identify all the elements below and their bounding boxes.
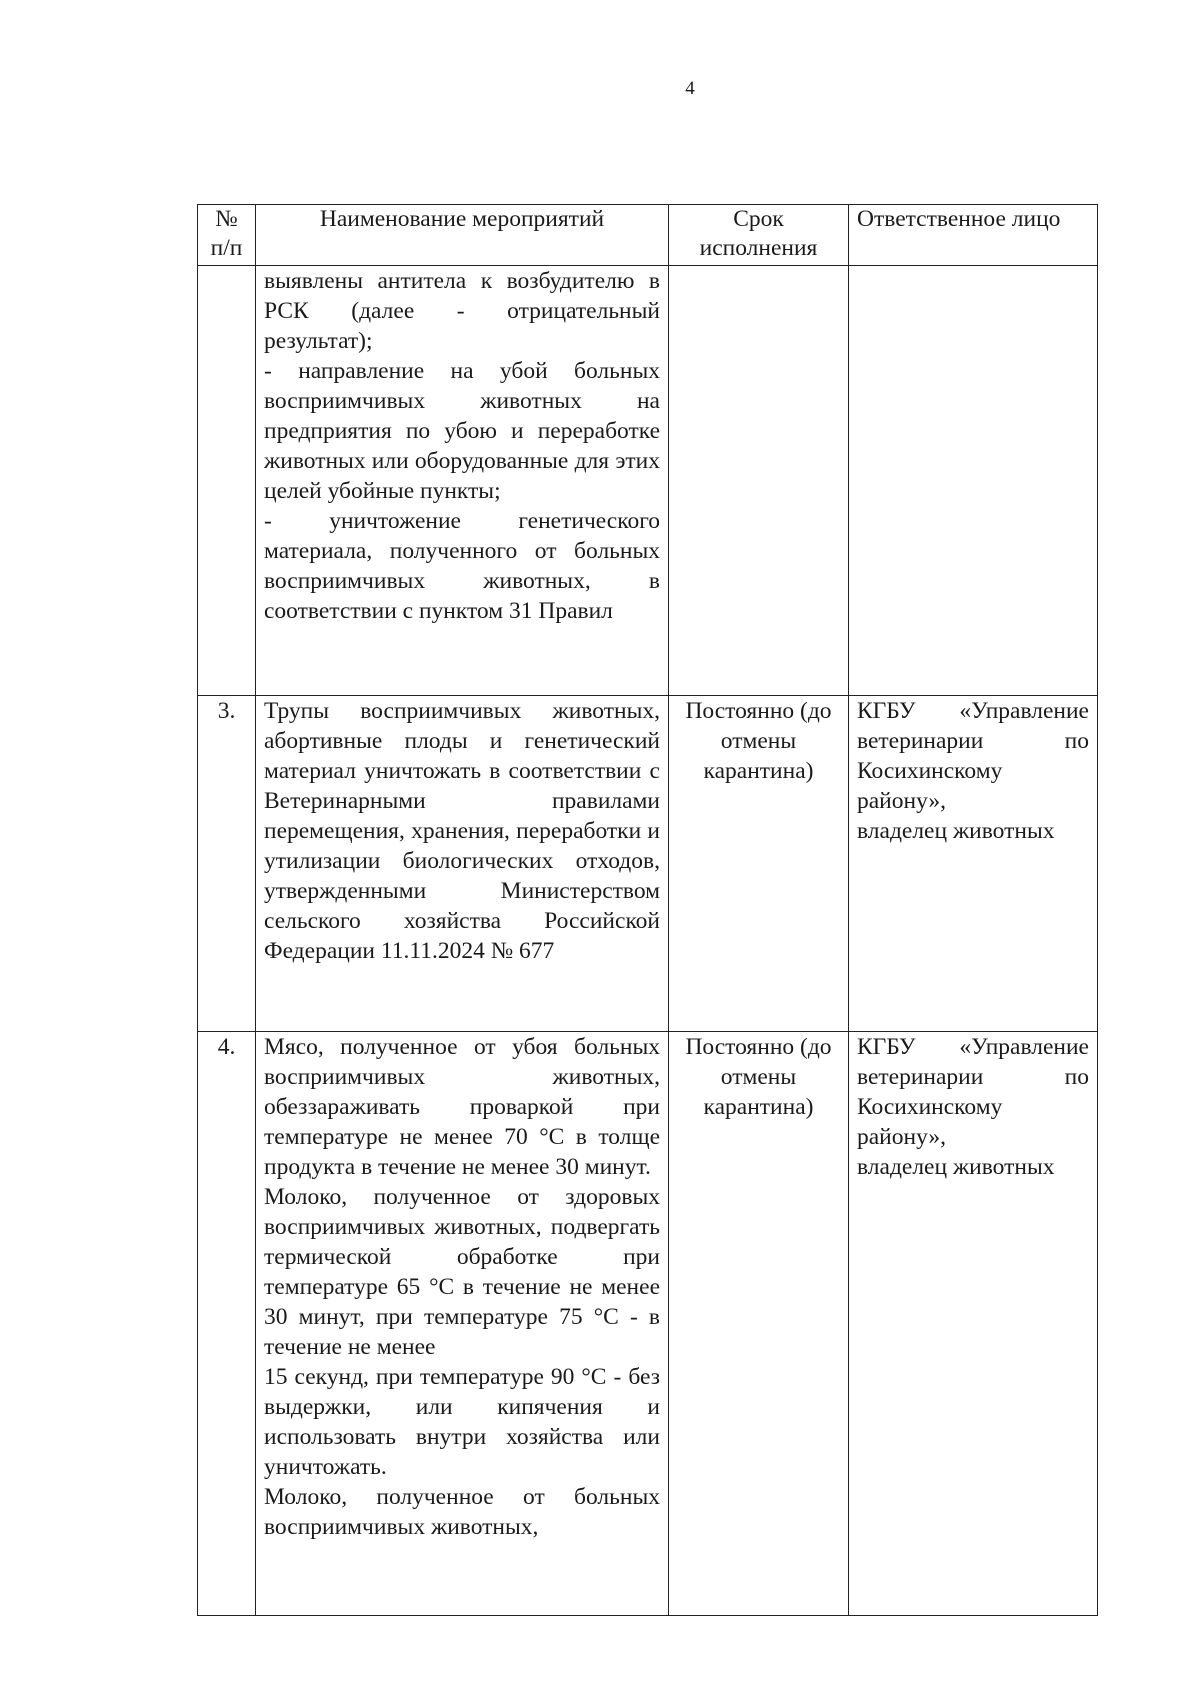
row-num: 3. bbox=[198, 696, 256, 1032]
header-term: Срок исполнения bbox=[669, 205, 849, 266]
measures-table bbox=[197, 204, 1098, 1616]
row-responsible-org: КГБУ «Управление ветеринарии по Косихинскому району», bbox=[857, 1034, 1089, 1150]
row-num bbox=[198, 266, 256, 696]
page-number: 4 bbox=[685, 78, 695, 99]
row-responsible bbox=[849, 696, 1098, 1032]
row-responsible-org: КГБУ «Управление ветеринарии по Косихинскому району», bbox=[857, 698, 1089, 814]
table-row bbox=[198, 1032, 1098, 1616]
header-name: Наименование мероприятий bbox=[256, 205, 669, 266]
row-name-paragraph: Мясо, полученное от убоя больных восприимчивых животных, обеззараживать проваркой при температуре не менее 70 °С в толще продукта в течение не менее 30 минут. bbox=[264, 1034, 660, 1180]
row-term bbox=[669, 266, 849, 696]
table-header-row bbox=[198, 205, 1098, 266]
row-name-paragraph: 15 секунд, при температуре 90 °С - без выдержки, или кипячения и использовать внутри хозяйства или уничтожать. bbox=[264, 1364, 660, 1480]
row-name-paragraph: - направление на убой больных восприимчивых животных на предприятия по убою и переработке животных или оборудованные для этих целей убойные пункты; bbox=[264, 358, 660, 504]
row-name-paragraph: выявлены антитела к возбудителю в РСК (далее - отрицательный результат); bbox=[264, 268, 660, 354]
row-name-paragraph: Молоко, полученное от больных восприимчивых животных, bbox=[264, 1484, 660, 1540]
row-name-paragraph: - уничтожение генетического материала, полученного от больных восприимчивых животных, в соответствии с пунктом 31 Правил bbox=[264, 508, 660, 624]
header-num: № п/п bbox=[198, 205, 256, 266]
row-name-paragraph: Трупы восприимчивых животных, абортивные плоды и генетический материал уничтожать в соответствии с Ветеринарными правилами перемещения, хранения, переработки и утилизации биологических отходов, утвержденными Министерством сельского хозяйства Российской Федерации 11.11.2024 № 677 bbox=[264, 698, 660, 964]
row-responsible bbox=[849, 1032, 1098, 1616]
row-responsible bbox=[849, 266, 1098, 696]
row-num: 4. bbox=[198, 1032, 256, 1616]
row-term: Постоянно (до отмены карантина) bbox=[669, 696, 849, 1032]
row-responsible-owner: владелец животных bbox=[857, 818, 1055, 844]
table-row bbox=[198, 696, 1098, 1032]
header-responsible: Ответственное лицо bbox=[849, 205, 1098, 266]
row-term: Постоянно (до отмены карантина) bbox=[669, 1032, 849, 1616]
row-name bbox=[256, 1032, 669, 1616]
table-row bbox=[198, 266, 1098, 696]
row-name-paragraph: Молоко, полученное от здоровых восприимчивых животных, подвергать термической обработке при температуре 65 °С в течение не менее 30 минут, при температуре 75 °С - в течение не менее bbox=[264, 1184, 660, 1360]
row-name bbox=[256, 266, 669, 696]
row-name bbox=[256, 696, 669, 1032]
row-responsible-owner: владелец животных bbox=[857, 1154, 1055, 1180]
